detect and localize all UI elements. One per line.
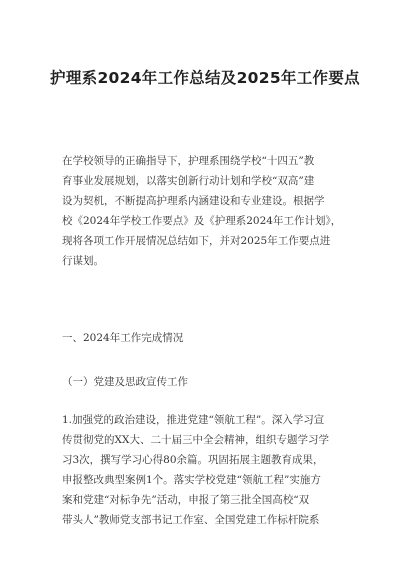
document-title: 护理系2024年工作总结及2025年工作要点 — [50, 69, 360, 87]
item-line: 1.加强党的政治建设，推进党建“领航工程”。深入学习宣 — [62, 414, 325, 426]
section-heading: 一、2024年工作完成情况 — [62, 332, 184, 344]
intro-line: 在学校领导的正确指导下，护理系围绕学校“十四五”教 — [62, 155, 315, 167]
item-line: 案和党建“对标争先”活动，申报了第三批全国高校“双 — [62, 494, 310, 506]
item-line: 申报整改典型案例1个。落实学校党建“领航工程”实施方 — [62, 474, 321, 486]
item-line: 带头人”教师党支部书记工作室、全国党建工作标杆院系 — [62, 514, 320, 526]
intro-line: 现将各项工作开展情况总结如下，并对2025年工作要点进 — [62, 235, 331, 247]
intro-line: 校《2024年学校工作要点》及《护理系2024年工作计划》， — [62, 215, 342, 227]
intro-paragraph — [62, 151, 352, 271]
intro-line: 行谋划。 — [62, 255, 104, 267]
subsection-heading: （一）党建及思政宣传工作 — [62, 376, 188, 388]
intro-line: 育事业发展规划，以落实创新行动计划和学校“双高”建 — [62, 175, 315, 187]
item-line: 习3次，撰写学习心得80余篇。巩固拓展主题教育成果， — [62, 454, 324, 466]
intro-line: 设为契机，不断提高护理系内涵建设和专业建设。根据学 — [62, 195, 325, 207]
item-paragraph — [62, 410, 352, 530]
item-line: 传贯彻党的XX大、二十届三中全会精神，组织专题学习学 — [62, 434, 329, 446]
